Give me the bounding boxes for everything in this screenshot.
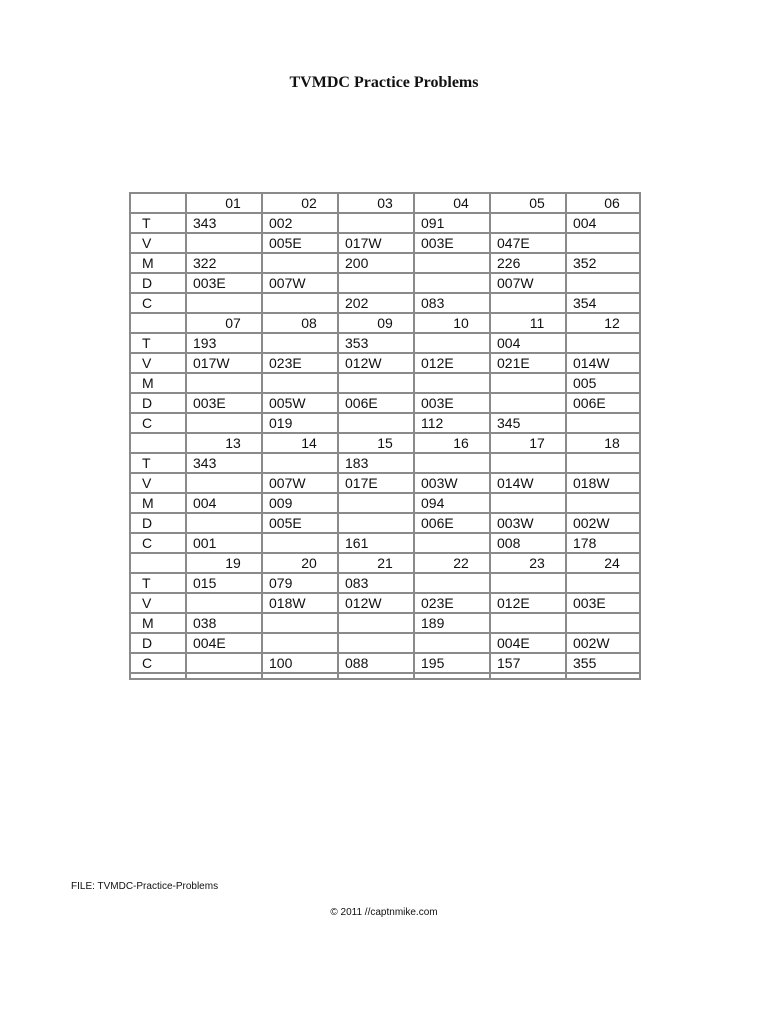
table-cell: 091 <box>414 213 490 233</box>
table-cell <box>186 233 262 253</box>
spacer-cell <box>566 673 640 679</box>
table-cell <box>338 613 414 633</box>
table-cell: 161 <box>338 533 414 553</box>
table-cell <box>414 573 490 593</box>
table-cell <box>566 333 640 353</box>
row-label: T <box>130 213 186 233</box>
row-label: M <box>130 613 186 633</box>
table-cell <box>566 453 640 473</box>
table-cell: 012E <box>490 593 566 613</box>
table-cell: 079 <box>262 573 338 593</box>
header-corner-cell <box>130 553 186 573</box>
problem-header-row <box>130 553 640 573</box>
table-cell: 195 <box>414 653 490 673</box>
table-row <box>130 293 640 313</box>
table-cell: 038 <box>186 613 262 633</box>
spacer-cell <box>130 673 186 679</box>
table-cell: 343 <box>186 453 262 473</box>
table-cell: 014W <box>566 353 640 373</box>
table-cell <box>414 253 490 273</box>
table-cell: 083 <box>414 293 490 313</box>
table-cell <box>262 253 338 273</box>
table-cell: 083 <box>338 573 414 593</box>
problem-number: 02 <box>262 193 338 213</box>
table-row <box>130 453 640 473</box>
table-cell <box>262 533 338 553</box>
table-cell <box>186 413 262 433</box>
table-cell <box>338 513 414 533</box>
table-row <box>130 273 640 293</box>
problem-number: 03 <box>338 193 414 213</box>
page-title: TVMDC Practice Problems <box>289 74 479 91</box>
problem-number: 12 <box>566 313 640 333</box>
spacer-cell <box>186 673 262 679</box>
table-cell <box>262 333 338 353</box>
row-label: C <box>130 293 186 313</box>
table-row <box>130 213 640 233</box>
table-cell <box>186 593 262 613</box>
table-cell <box>566 233 640 253</box>
table-row <box>130 413 640 433</box>
problem-number: 19 <box>186 553 262 573</box>
table-cell: 094 <box>414 493 490 513</box>
table-cell: 017W <box>186 353 262 373</box>
table-cell: 200 <box>338 253 414 273</box>
table-cell: 193 <box>186 333 262 353</box>
table-row <box>130 613 640 633</box>
table-spacer-row <box>130 673 640 679</box>
table-cell <box>186 473 262 493</box>
table-cell: 003E <box>186 393 262 413</box>
table-row <box>130 373 640 393</box>
table-cell: 004E <box>186 633 262 653</box>
table-cell: 007W <box>262 473 338 493</box>
table-cell <box>490 393 566 413</box>
table-cell <box>338 633 414 653</box>
table-cell: 018W <box>566 473 640 493</box>
table-cell <box>490 373 566 393</box>
table-cell <box>186 653 262 673</box>
table-cell: 003W <box>490 513 566 533</box>
table-cell <box>262 633 338 653</box>
problem-number: 23 <box>490 553 566 573</box>
table-cell: 007W <box>262 273 338 293</box>
table-cell: 226 <box>490 253 566 273</box>
table-cell <box>414 453 490 473</box>
table-cell: 018W <box>262 593 338 613</box>
problem-number: 10 <box>414 313 490 333</box>
problem-number: 21 <box>338 553 414 573</box>
problem-number: 20 <box>262 553 338 573</box>
header-corner-cell <box>130 433 186 453</box>
table-cell <box>414 533 490 553</box>
table-cell: 023E <box>262 353 338 373</box>
table-cell: 002W <box>566 633 640 653</box>
row-label: C <box>130 413 186 433</box>
table-cell <box>338 413 414 433</box>
table-cell: 005E <box>262 513 338 533</box>
table-cell: 004 <box>566 213 640 233</box>
table-cell: 189 <box>414 613 490 633</box>
table-cell <box>414 333 490 353</box>
table-cell: 012E <box>414 353 490 373</box>
spacer-cell <box>262 673 338 679</box>
table-cell <box>490 213 566 233</box>
table-cell <box>338 493 414 513</box>
table-cell: 353 <box>338 333 414 353</box>
table-row <box>130 593 640 613</box>
table-cell <box>186 373 262 393</box>
row-label: T <box>130 453 186 473</box>
table-row <box>130 353 640 373</box>
practice-problems-table <box>129 192 641 680</box>
table-cell: 004 <box>186 493 262 513</box>
table-cell: 004E <box>490 633 566 653</box>
file-name: FILE: TVMDC-Practice-Problems <box>71 881 219 892</box>
row-label: M <box>130 253 186 273</box>
table-cell: 178 <box>566 533 640 553</box>
spacer-cell <box>414 673 490 679</box>
table-row <box>130 513 640 533</box>
problem-number: 22 <box>414 553 490 573</box>
table-row <box>130 493 640 513</box>
table-row <box>130 573 640 593</box>
table-cell: 352 <box>566 253 640 273</box>
table-cell: 012W <box>338 593 414 613</box>
problem-number: 04 <box>414 193 490 213</box>
problem-number: 16 <box>414 433 490 453</box>
table-row <box>130 233 640 253</box>
table-cell <box>414 273 490 293</box>
table-cell: 006E <box>414 513 490 533</box>
table-cell: 088 <box>338 653 414 673</box>
table-cell: 005E <box>262 233 338 253</box>
table-cell: 012W <box>338 353 414 373</box>
row-label: M <box>130 373 186 393</box>
problem-number: 15 <box>338 433 414 453</box>
table-row <box>130 393 640 413</box>
table-cell <box>490 573 566 593</box>
table-row <box>130 653 640 673</box>
table-cell <box>566 613 640 633</box>
row-label: C <box>130 533 186 553</box>
problem-header-row <box>130 433 640 453</box>
problem-number: 11 <box>490 313 566 333</box>
table-cell <box>566 273 640 293</box>
table-cell <box>262 453 338 473</box>
header-corner-cell <box>130 193 186 213</box>
problem-number: 07 <box>186 313 262 333</box>
table-cell: 009 <box>262 493 338 513</box>
table-row <box>130 253 640 273</box>
problem-number: 09 <box>338 313 414 333</box>
table-row <box>130 473 640 493</box>
table-cell: 019 <box>262 413 338 433</box>
problem-number: 17 <box>490 433 566 453</box>
table-cell: 023E <box>414 593 490 613</box>
table-cell: 017W <box>338 233 414 253</box>
table-cell <box>186 293 262 313</box>
problem-number: 06 <box>566 193 640 213</box>
problem-header-row <box>130 313 640 333</box>
table-cell: 355 <box>566 653 640 673</box>
problem-number: 01 <box>186 193 262 213</box>
table-cell <box>490 453 566 473</box>
table-cell: 002W <box>566 513 640 533</box>
table-cell: 003E <box>566 593 640 613</box>
row-label: V <box>130 353 186 373</box>
table-cell: 003E <box>186 273 262 293</box>
table-cell <box>338 273 414 293</box>
table-cell <box>186 513 262 533</box>
problem-number: 24 <box>566 553 640 573</box>
row-label: V <box>130 473 186 493</box>
table-cell: 007W <box>490 273 566 293</box>
table-cell <box>262 613 338 633</box>
row-label: V <box>130 593 186 613</box>
table-cell <box>490 493 566 513</box>
header-corner-cell <box>130 313 186 333</box>
row-label: T <box>130 333 186 353</box>
table-cell: 008 <box>490 533 566 553</box>
table-cell <box>566 413 640 433</box>
row-label: T <box>130 573 186 593</box>
table-cell: 003E <box>414 233 490 253</box>
problem-number: 14 <box>262 433 338 453</box>
table-cell: 183 <box>338 453 414 473</box>
spacer-cell <box>490 673 566 679</box>
table-cell <box>262 293 338 313</box>
table-cell <box>338 373 414 393</box>
row-label: D <box>130 513 186 533</box>
table-cell: 021E <box>490 353 566 373</box>
table-cell: 005 <box>566 373 640 393</box>
table-cell: 014W <box>490 473 566 493</box>
table-cell: 202 <box>338 293 414 313</box>
table-body <box>130 193 640 679</box>
table-cell <box>262 373 338 393</box>
row-label: D <box>130 393 186 413</box>
table-cell: 006E <box>566 393 640 413</box>
table-cell: 100 <box>262 653 338 673</box>
copyright: © 2011 //captnmike.com <box>330 907 438 918</box>
problem-number: 13 <box>186 433 262 453</box>
table-cell: 354 <box>566 293 640 313</box>
table-cell: 005W <box>262 393 338 413</box>
row-label: C <box>130 653 186 673</box>
table-row <box>130 533 640 553</box>
table-cell <box>566 493 640 513</box>
problem-number: 08 <box>262 313 338 333</box>
table-cell: 001 <box>186 533 262 553</box>
row-label: M <box>130 493 186 513</box>
table-cell: 157 <box>490 653 566 673</box>
problem-number: 05 <box>490 193 566 213</box>
row-label: D <box>130 273 186 293</box>
table-cell <box>414 373 490 393</box>
row-label: D <box>130 633 186 653</box>
table-row <box>130 333 640 353</box>
table-cell: 112 <box>414 413 490 433</box>
table-cell: 017E <box>338 473 414 493</box>
table-cell: 345 <box>490 413 566 433</box>
table-cell: 343 <box>186 213 262 233</box>
table-cell <box>490 613 566 633</box>
table-cell <box>414 633 490 653</box>
table-cell: 002 <box>262 213 338 233</box>
table-cell <box>490 293 566 313</box>
spacer-cell <box>338 673 414 679</box>
table-cell: 003E <box>414 393 490 413</box>
table-cell: 015 <box>186 573 262 593</box>
table-cell <box>338 213 414 233</box>
table-cell: 006E <box>338 393 414 413</box>
table-cell <box>566 573 640 593</box>
table-cell: 003W <box>414 473 490 493</box>
table-cell: 004 <box>490 333 566 353</box>
problem-header-row <box>130 193 640 213</box>
problem-number: 18 <box>566 433 640 453</box>
table-cell: 047E <box>490 233 566 253</box>
row-label: V <box>130 233 186 253</box>
table-row <box>130 633 640 653</box>
table-cell: 322 <box>186 253 262 273</box>
